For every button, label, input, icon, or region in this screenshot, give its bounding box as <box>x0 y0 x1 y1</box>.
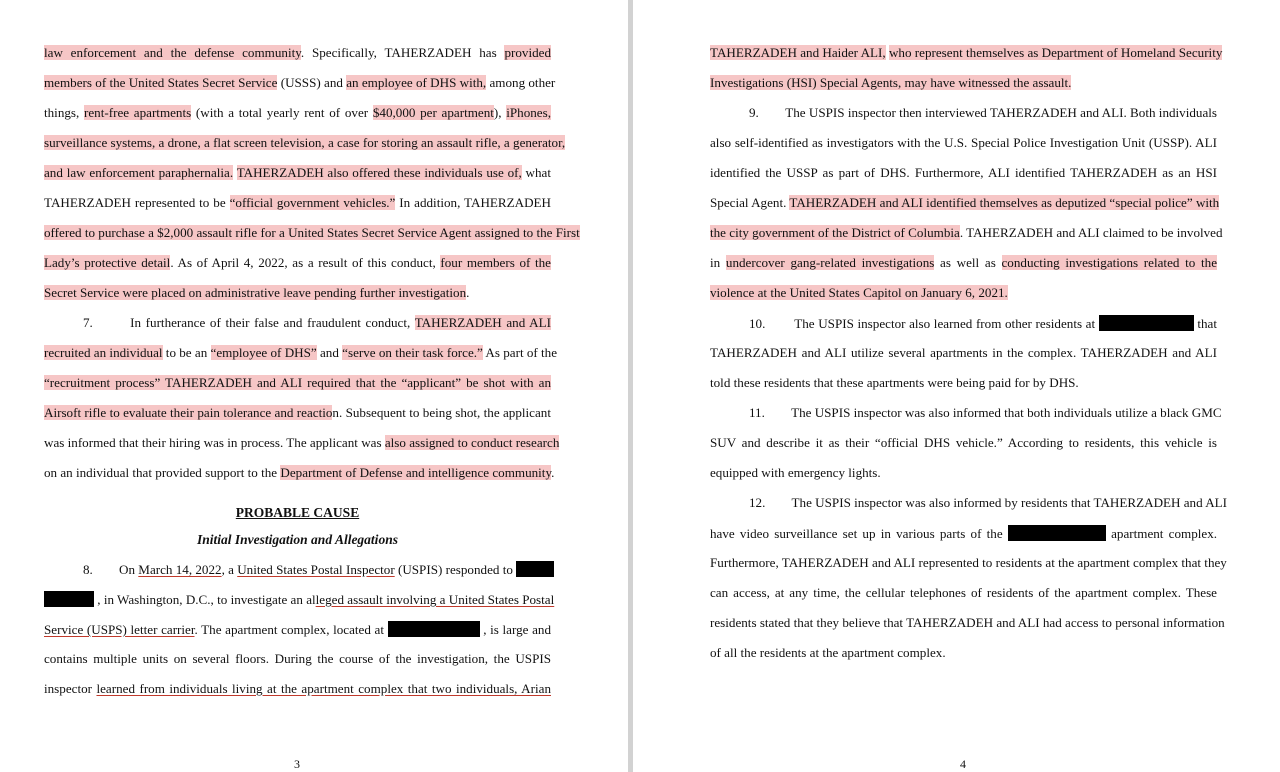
highlighted-text: the city government of the District of Columbia <box>710 225 960 240</box>
text-run: , a <box>221 562 238 577</box>
underlined-text: learned from individuals living at the apartment complex that two individuals, Arian <box>96 681 551 696</box>
left-text-line <box>44 591 555 607</box>
left-text-line <box>44 225 580 241</box>
highlighted-text: TAHERZADEH and ALI identified themselves as deputized “special police” with <box>789 195 1220 210</box>
page-number-right: 4 <box>960 757 966 771</box>
text-run: n. Subsequent to being shot, the applicant <box>332 405 551 420</box>
left-text-line <box>44 405 551 421</box>
right-text-line <box>749 315 1217 331</box>
redaction-block <box>388 621 480 637</box>
text-run: 7. In furtherance of their false and fraudulent conduct, <box>83 315 415 330</box>
text-run: TAHERZADEH represented to be <box>44 195 230 210</box>
highlighted-text: “employee of DHS” <box>210 345 317 360</box>
highlighted-text: iPhones, <box>506 105 551 120</box>
text-run: apartment complex. <box>1111 526 1218 541</box>
text-run: have video surveillance set up in various parts of the <box>710 526 1008 541</box>
text-run: can access, at any time, the cellular telephones of residents of the apartment complex. These <box>710 585 1217 600</box>
underlined-text: Service (USPS) letter carrier <box>44 622 195 637</box>
text-run: on an individual that provided support to the <box>44 465 281 480</box>
right-text-line <box>749 495 1228 511</box>
underlined-text: United States Postal Inspector <box>237 562 395 577</box>
section-heading-probable-cause: PROBABLE CAUSE <box>235 505 360 520</box>
redaction-block <box>516 561 554 577</box>
text-run: identified the USSP as part of DHS. Furthermore, ALI identified TAHERZADEH as an HSI <box>710 165 1217 180</box>
right-text-line <box>710 435 1217 451</box>
left-text-line <box>44 75 556 91</box>
left-text-line <box>44 465 554 481</box>
highlighted-text: an employee of DHS with, <box>346 75 487 90</box>
text-run: SUV and describe it as their “official DHS vehicle.” According to residents, this vehicle is <box>710 435 1217 450</box>
document-page-left <box>0 0 628 772</box>
right-text-line <box>710 135 1217 151</box>
right-text-line <box>710 45 1223 61</box>
text-run: in <box>710 255 726 270</box>
highlighted-text: Secret Service were placed on administrative leave pending further investigation <box>44 285 467 300</box>
right-text-line <box>710 75 1071 91</box>
text-run: residents stated that they believe that TAHERZADEH and ALI had access to personal information <box>710 615 1225 630</box>
highlighted-text: surveillance systems, a drone, a flat screen television, a case for storing an assault rifle, a generator, <box>44 135 566 150</box>
right-text-line <box>710 615 1225 631</box>
highlighted-text: also assigned to conduct research <box>384 435 560 450</box>
right-text-line <box>710 345 1217 361</box>
text-run: (USPIS) responded to <box>394 562 517 577</box>
highlighted-text: members of the United States Secret Service <box>44 75 278 90</box>
text-run: 12. The USPIS inspector was also informed by residents that TAHERZADEH and ALI <box>749 495 1228 510</box>
highlighted-text: TAHERZADEH and Haider ALI, <box>710 45 886 60</box>
text-run: Special Agent. <box>710 195 790 210</box>
text-run: , is large and <box>483 622 551 637</box>
highlighted-text: “serve on their task force.” <box>342 345 483 360</box>
right-text-line <box>710 165 1217 181</box>
left-text-line <box>44 651 551 667</box>
left-text-line <box>44 285 469 301</box>
text-run: inspector <box>44 681 97 696</box>
highlighted-text: who represent themselves as Department of Homeland Security <box>888 45 1223 60</box>
text-run: equipped with emergency lights. <box>710 465 881 480</box>
text-run: things, <box>44 105 84 120</box>
section-subheading: Initial Investigation and Allegations <box>197 532 398 547</box>
redaction-block <box>1099 315 1194 331</box>
highlighted-text: law enforcement and the defense community <box>44 45 301 60</box>
text-run: . The apartment complex, located at <box>194 622 388 637</box>
text-run: that <box>1197 316 1218 331</box>
right-text-line <box>710 645 946 661</box>
text-run: (USSS) and <box>277 75 347 90</box>
left-text-line <box>44 105 551 121</box>
text-run: 8. On <box>83 562 139 577</box>
text-run: was informed that their hiring was in process. The applicant was <box>44 435 385 450</box>
text-run: , in Washington, D.C., to investigate an al <box>97 592 316 607</box>
text-run: 10. The USPIS inspector also learned from other residents at <box>749 316 1099 331</box>
left-text-line <box>44 135 566 151</box>
text-run: to be an <box>162 345 211 360</box>
highlighted-text: Department of Defense and intelligence community <box>280 465 552 480</box>
left-text-line <box>44 375 551 391</box>
text-run: . <box>551 465 555 480</box>
text-run: TAHERZADEH and ALI utilize several apartments in the complex. TAHERZADEH and ALI <box>710 345 1217 360</box>
text-run: of all the residents at the apartment complex. <box>710 645 946 660</box>
highlighted-text: violence at the United States Capitol on January 6, 2021. <box>710 285 1008 300</box>
redaction-block <box>44 591 94 607</box>
highlighted-text: TAHERZADEH and ALI <box>414 315 551 330</box>
highlighted-text: Airsoft rifle to evaluate their pain tolerance and reactio <box>44 405 333 420</box>
right-text-line <box>749 405 1222 421</box>
text-run: ), <box>493 105 507 120</box>
right-text-line <box>749 105 1217 121</box>
text-run: and <box>316 345 343 360</box>
left-text-line <box>44 681 551 697</box>
right-text-line <box>710 285 1008 301</box>
text-run: As part of the <box>482 345 558 360</box>
left-text-line <box>83 561 551 577</box>
right-text-line <box>710 195 1220 211</box>
text-run: what <box>521 165 552 180</box>
left-text-line <box>44 195 551 211</box>
highlighted-text: four members of the <box>440 255 551 270</box>
highlighted-text: Lady’s protective detail <box>44 255 171 270</box>
text-run: Furthermore, TAHERZADEH and ALI represented to residents at the apartment complex that they <box>710 555 1227 570</box>
highlighted-text: conducting investigations related to the <box>1001 255 1218 270</box>
left-text-line <box>83 315 551 331</box>
highlighted-text: offered to purchase a $2,000 assault rifle for a United States Secret Service Agent assigned to the First <box>44 225 580 240</box>
text-run: told these residents that these apartments were being paid for by DHS. <box>710 375 1079 390</box>
highlighted-text: TAHERZADEH also offered these individuals use of, <box>236 165 522 180</box>
highlighted-text: undercover gang-related investigations <box>725 255 935 270</box>
left-text-line <box>44 255 551 271</box>
text-run: . <box>466 285 470 300</box>
redaction-block <box>1008 525 1106 541</box>
page-number-left: 3 <box>294 757 300 771</box>
text-run: 11. The USPIS inspector was also informed that both individuals utilize a black GMC <box>749 405 1222 420</box>
left-text-line <box>44 345 558 361</box>
text-run: . TAHERZADEH and ALI claimed to be involved <box>959 225 1223 240</box>
highlighted-text: provided <box>504 45 551 60</box>
underlined-text: leged assault involving a United States Postal <box>315 592 555 607</box>
right-text-line <box>710 375 1079 391</box>
text-run: . As of April 4, 2022, as a result of this conduct, <box>170 255 441 270</box>
highlighted-text: recruited an individual <box>44 345 163 360</box>
right-text-line <box>710 585 1217 601</box>
text-run: (with a total yearly rent of over <box>191 105 373 120</box>
left-text-line <box>44 165 551 181</box>
document-page-right <box>633 0 1280 772</box>
right-text-line <box>710 465 881 481</box>
right-text-line <box>710 525 1217 541</box>
left-text-line <box>44 435 560 451</box>
right-text-line <box>710 555 1227 571</box>
text-run: as well as <box>934 255 1002 270</box>
text-run: 9. The USPIS inspector then interviewed TAHERZADEH and ALI. Both individuals <box>749 105 1217 120</box>
highlighted-text: rent-free apartments <box>84 105 192 120</box>
left-text-line <box>44 45 551 61</box>
text-run: among other <box>486 75 556 90</box>
highlighted-text: and law enforcement paraphernalia. <box>44 165 234 180</box>
highlighted-text: $40,000 per apartment <box>372 105 494 120</box>
text-run: also self-identified as investigators with the U.S. Special Police Investigation Unit (USSP). ALI <box>710 135 1217 150</box>
text-run: contains multiple units on several floors. During the course of the investigation, the USPIS <box>44 651 551 666</box>
text-run: In addition, TAHERZADEH <box>395 195 551 210</box>
highlighted-text: “official government vehicles.” <box>229 195 396 210</box>
right-text-line <box>710 255 1217 271</box>
left-text-line <box>44 621 551 637</box>
underlined-text: March 14, 2022 <box>138 562 222 577</box>
highlighted-text: “recruitment process” TAHERZADEH and ALI required that the “applicant” be shot with an <box>44 375 551 390</box>
right-text-line <box>710 225 1223 241</box>
highlighted-text: Investigations (HSI) Special Agents, may have witnessed the assault. <box>710 75 1072 90</box>
text-run: . Specifically, TAHERZADEH has <box>300 45 505 60</box>
